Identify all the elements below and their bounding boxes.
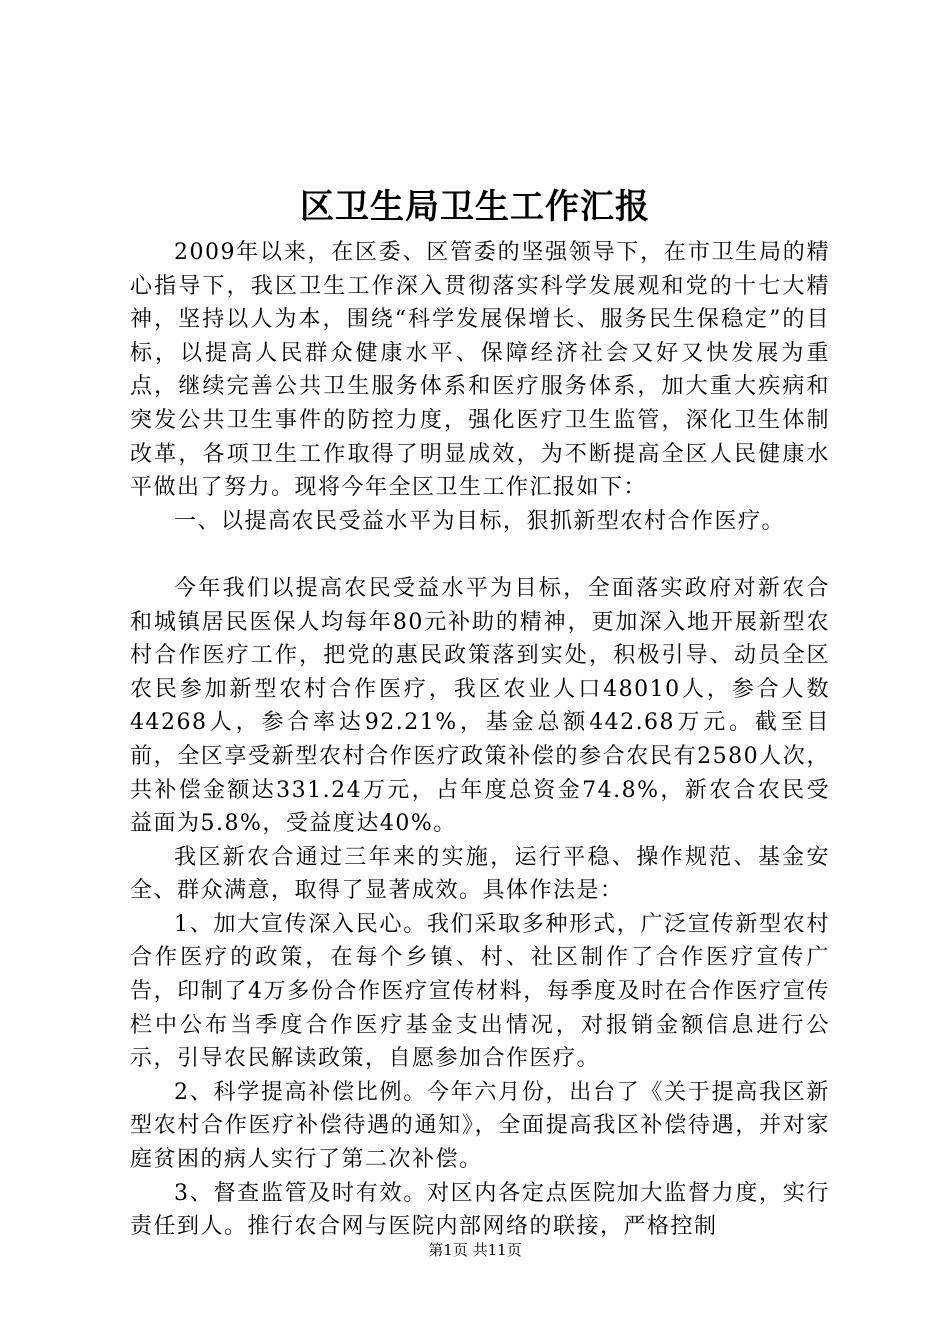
paragraph-ncms-results: 我区新农合通过三年来的实施，运行平稳、操作规范、基金安全、群众满意，取得了显著成效。具体作法是： [130,844,830,904]
paragraph-item-2: 2、科学提高补偿比例。今年六月份，出台了《关于提高我区新型农村合作医疗补偿待遇的通知》，全面提高我区补偿待遇，并对家庭贫困的病人实行了第二次补偿。 [130,1079,830,1173]
document-title: 区卫生局卫生工作汇报 [300,187,650,227]
document-body [130,236,830,1244]
paragraph-ncms-overview: 今年我们以提高农民受益水平为目标，全面落实政府对新农合和城镇居民医保人均每年80元补助的精神，更加深入地开展新型农村合作医疗工作，把党的惠民政策落到实处，积极引导、动员全区农民参加新型农村合作医疗，我区农业人口48010人，参合人数44268人，参合率达92.21%，基金总额442.68万元。截至目前，全区享受新型农村合作医疗政策补偿的参合农民有2580人次，共补偿金额达331.24万元，占年度总资金74.8%，新农合农民受益面为5.8%，受益度达40%。 [130,575,830,837]
paragraph-item-3: 3、督查监管及时有效。对区内各定点医院加大监督力度，实行责任到人。推行农合网与医院内部网络的联接，严格控制 [130,1180,830,1240]
paragraph-item-1: 1、加大宣传深入民心。我们采取多种形式，广泛宣传新型农村合作医疗的政策，在每个乡镇、村、社区制作了合作医疗宣传广告，印制了4万多份合作医疗宣传材料，每季度及时在合作医疗宣传栏中公布当季度合作医疗基金支出情况，对报销金额信息进行公示，引导农民解读政策，自愿参加合作医疗。 [130,911,830,1072]
page-footer: 第1页 共11页 [428,1241,522,1259]
section-heading-1: 一、以提高农民受益水平为目标，狠抓新型农村合作医疗。 [174,508,786,534]
paragraph-intro: 2009年以来，在区委、区管委的坚强领导下，在市卫生局的精心指导下，我区卫生工作深入贯彻落实科学发展观和党的十七大精神，坚持以人为本，围绕“科学发展保增长、服务民生保稳定”的目标，以提高人民群众健康水平、保障经济社会又好又快发展为重点，继续完善公共卫生服务体系和医疗服务体系，加大重大疾病和突发公共卫生事件的防控力度，强化医疗卫生监管，深化卫生体制改革，各项卫生工作取得了明显成效，为不断提高全区人民健康水平做出了努力。现将今年全区卫生工作汇报如下： [130,240,830,501]
